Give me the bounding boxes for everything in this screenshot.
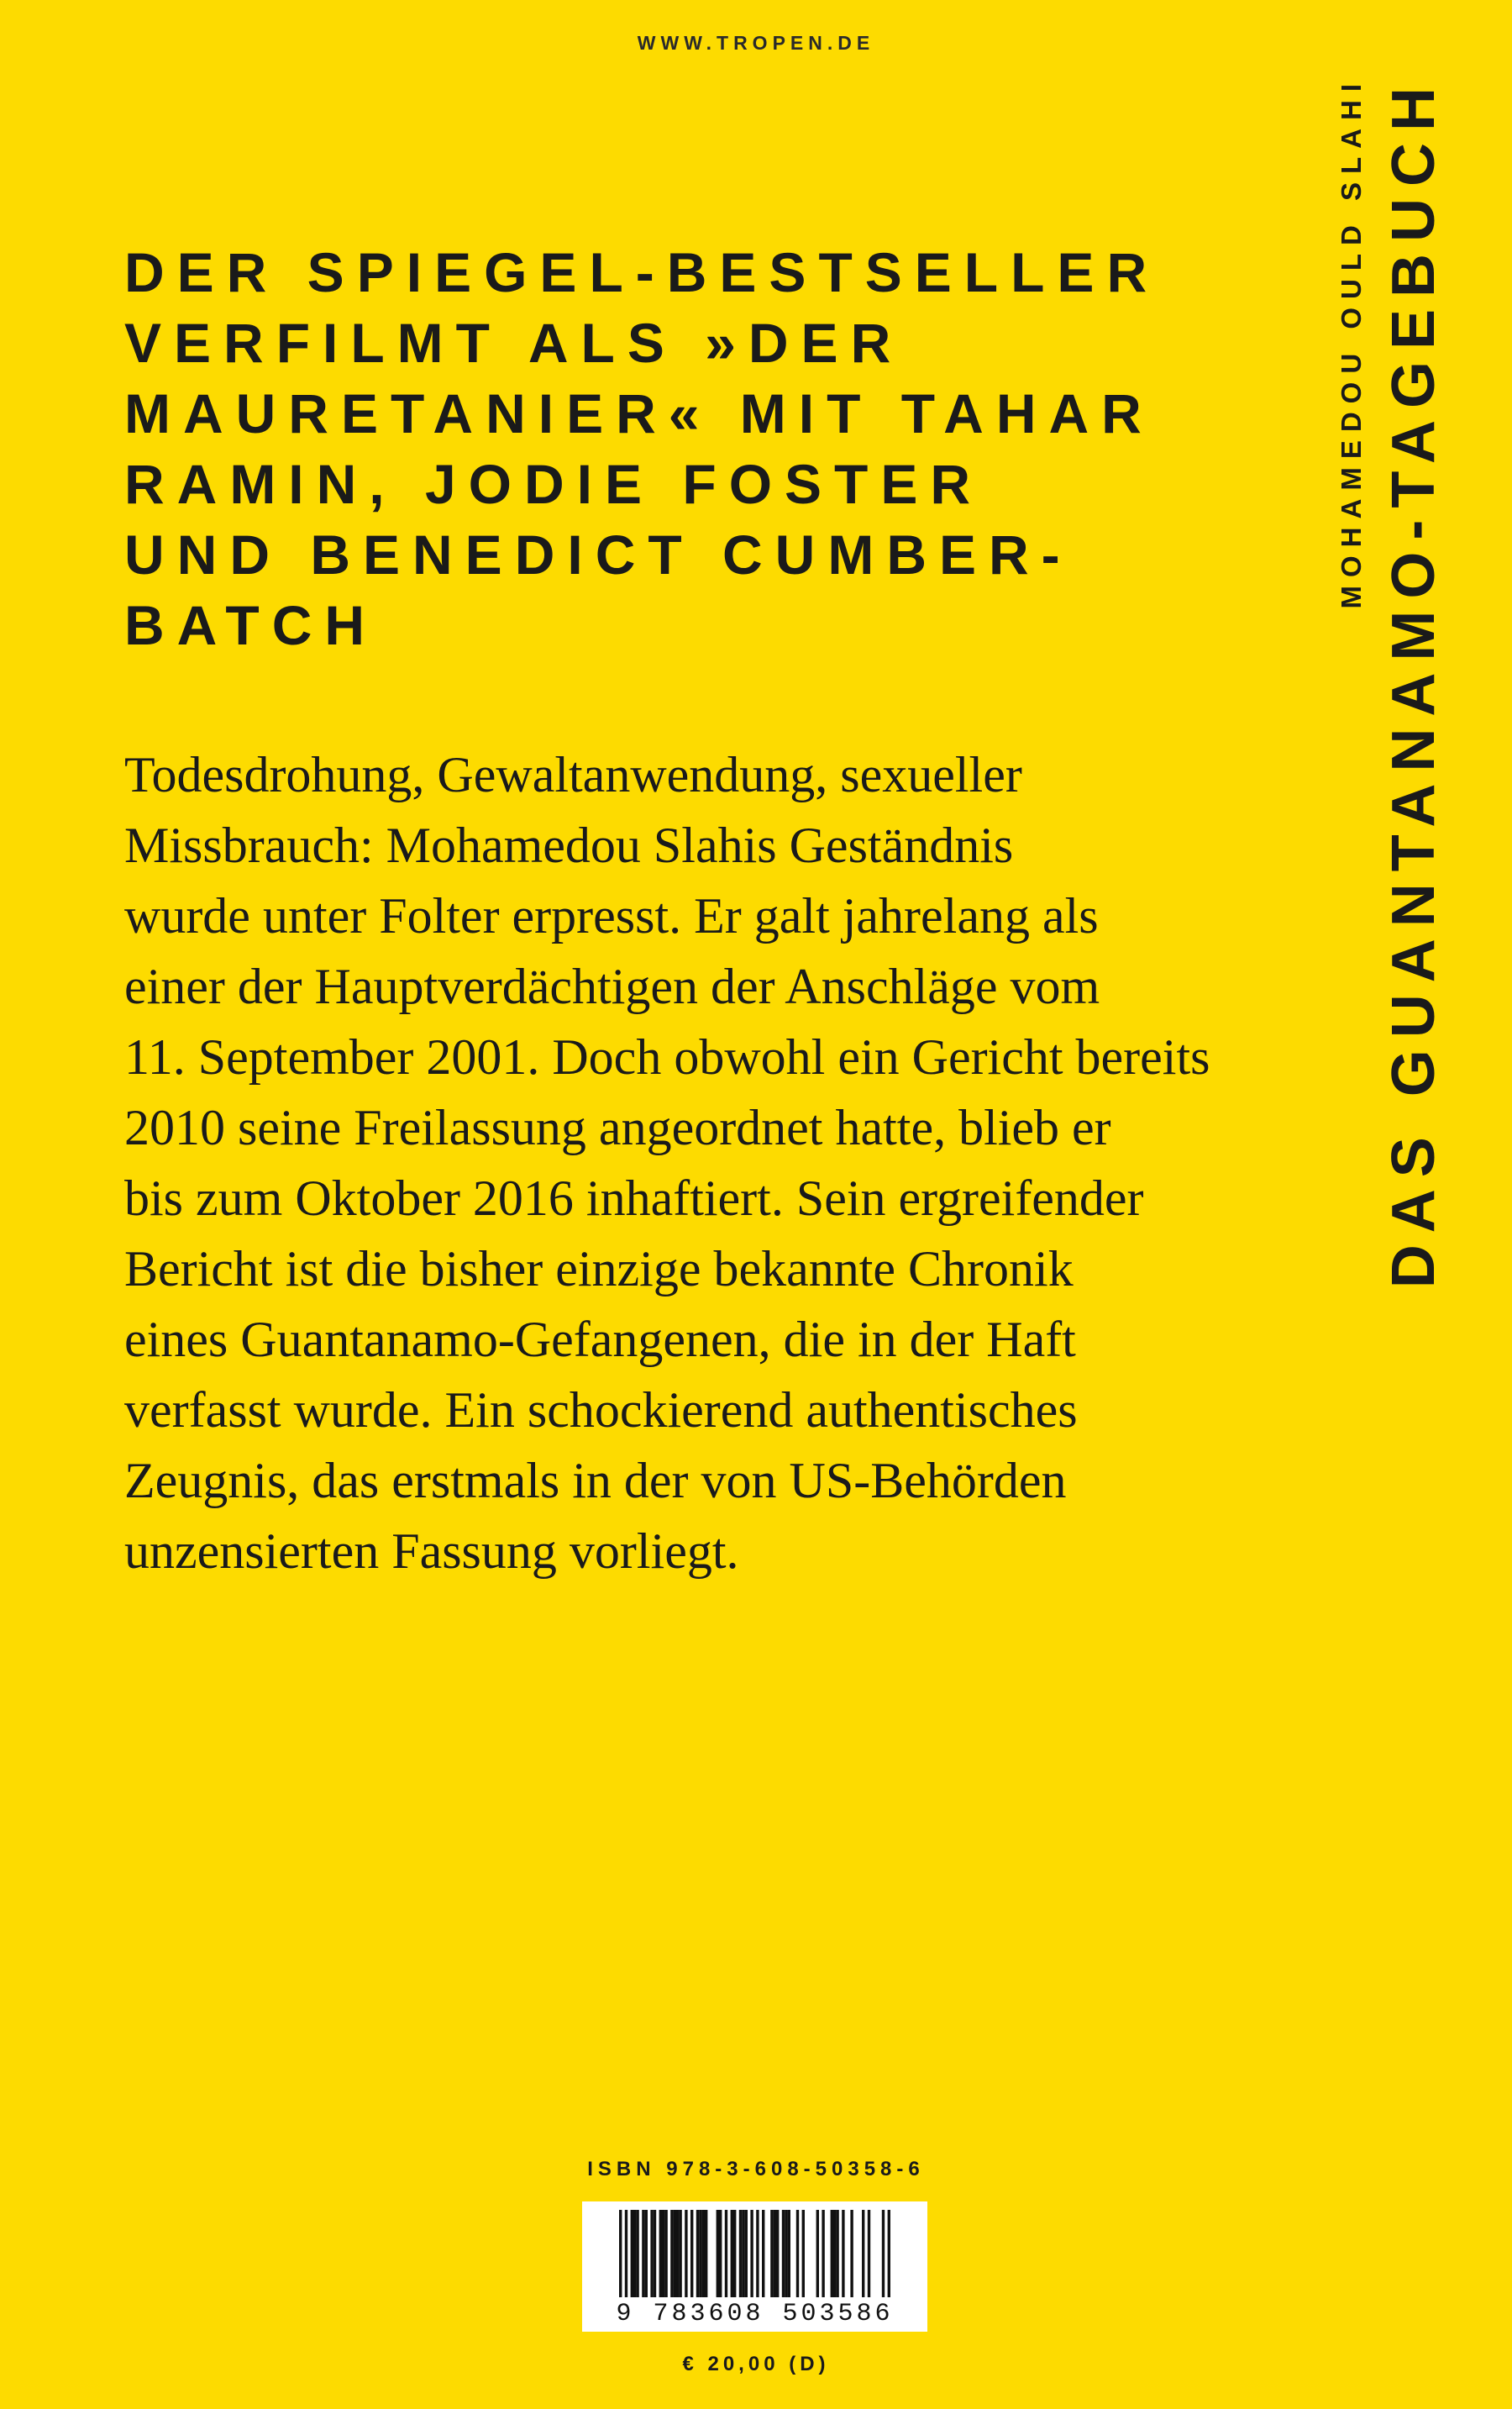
blurb-line: einer der Hauptverdächtigen der Anschläge vom bbox=[124, 959, 1100, 1014]
barcode-bar bbox=[674, 2210, 676, 2297]
barcode-bar bbox=[842, 2210, 844, 2297]
blurb-line: verfasst wurde. Ein schockierend authentisches bbox=[124, 1382, 1078, 1438]
barcode-bar bbox=[739, 2210, 742, 2297]
barcode-bar bbox=[796, 2210, 799, 2297]
headline-line: RAMIN, JODIE FOSTER bbox=[124, 453, 984, 515]
blurb-line: eines Guantanamo-Gefangenen, die in der Haft bbox=[124, 1312, 1076, 1367]
barcode-bar bbox=[776, 2210, 779, 2297]
spine-title: DAS GUANTANAMO-TAGEBUCH bbox=[1380, 76, 1447, 1289]
barcode-bar bbox=[702, 2210, 705, 2297]
price-label: € 20,00 (D) bbox=[682, 2353, 830, 2375]
barcode-bar bbox=[742, 2210, 744, 2297]
barcode-bar bbox=[862, 2210, 864, 2297]
publisher-url: WWW.TROPEN.DE bbox=[637, 32, 875, 54]
blurb-line: unzensierten Fassung vorliegt. bbox=[124, 1523, 739, 1579]
blurb-line: Bericht ist die bisher einzige bekannte Chronik bbox=[124, 1241, 1074, 1297]
barcode-bar bbox=[642, 2210, 644, 2297]
barcode-bar bbox=[631, 2210, 633, 2297]
blurb-line: 11. September 2001. Doch obwohl ein Gericht bereits bbox=[124, 1029, 1210, 1085]
barcode-bar bbox=[770, 2210, 773, 2297]
barcode-bar bbox=[654, 2210, 656, 2297]
barcode-bar bbox=[685, 2210, 687, 2297]
barcode-bar bbox=[696, 2210, 699, 2297]
barcode-bar bbox=[833, 2210, 836, 2297]
blurb-line: Todesdrohung, Gewaltanwendung, sexueller bbox=[124, 747, 1022, 802]
barcode bbox=[582, 2201, 927, 2332]
barcode-bar bbox=[802, 2210, 805, 2297]
barcode-bar bbox=[731, 2210, 733, 2297]
barcode-bar bbox=[745, 2210, 748, 2297]
barcode-bar bbox=[645, 2210, 648, 2297]
barcode-bar bbox=[831, 2210, 833, 2297]
barcode-bar bbox=[690, 2210, 693, 2297]
barcode-bar bbox=[782, 2210, 785, 2297]
barcode-bar bbox=[733, 2210, 736, 2297]
spine-author: MOHAMEDOU OULD SLAHI bbox=[1336, 76, 1367, 609]
blurb-line: bis zum Oktober 2016 inhaftiert. Sein ergreifender bbox=[124, 1170, 1144, 1226]
spine-text bbox=[1336, 76, 1495, 1344]
barcode-bar bbox=[888, 2210, 890, 2297]
barcode-bar bbox=[850, 2210, 853, 2297]
headline-line: VERFILMT ALS »DER bbox=[124, 312, 904, 374]
headline bbox=[124, 237, 1300, 660]
barcode-bar bbox=[788, 2210, 790, 2297]
barcode-bar bbox=[882, 2210, 885, 2297]
barcode-bar bbox=[774, 2210, 776, 2297]
barcode-digits: 9 783608 503586 bbox=[616, 2300, 894, 2328]
barcode-bar bbox=[679, 2210, 681, 2297]
barcode-bar bbox=[699, 2210, 701, 2297]
blurb-line: Missbrauch: Mohamedou Slahis Geständnis bbox=[124, 818, 1014, 873]
barcode-bar bbox=[650, 2210, 653, 2297]
headline-line: DER SPIEGEL-BESTSELLER bbox=[124, 241, 1160, 303]
barcode-bar bbox=[633, 2210, 636, 2297]
barcode-bar bbox=[750, 2210, 753, 2297]
headline-line: BATCH bbox=[124, 594, 378, 656]
barcode-bar bbox=[717, 2210, 719, 2297]
barcode-bar bbox=[756, 2210, 759, 2297]
barcode-bar bbox=[836, 2210, 838, 2297]
blurb-line: wurde unter Folter erpresst. Er galt jahrelang als bbox=[124, 888, 1099, 944]
barcode-bar bbox=[670, 2210, 673, 2297]
barcode-bar bbox=[619, 2210, 622, 2297]
headline-line: UND BENEDICT CUMBER- bbox=[124, 523, 1073, 586]
barcode-bar bbox=[725, 2210, 727, 2297]
isbn-label: ISBN 978-3-608-50358-6 bbox=[587, 2158, 925, 2180]
barcode-bar bbox=[719, 2210, 722, 2297]
barcode-bar bbox=[664, 2210, 667, 2297]
blurb-line: 2010 seine Freilassung angeordnet hatte, blieb er bbox=[124, 1100, 1111, 1155]
barcode-bar bbox=[816, 2210, 819, 2297]
blurb-line: Zeugnis, das erstmals in der von US-Behörden bbox=[124, 1453, 1067, 1508]
barcode-bar bbox=[822, 2210, 824, 2297]
barcode-bar bbox=[705, 2210, 707, 2297]
barcode-bar bbox=[762, 2210, 764, 2297]
barcode-bar bbox=[676, 2210, 679, 2297]
barcode-bar bbox=[662, 2210, 664, 2297]
barcode-bar bbox=[785, 2210, 787, 2297]
barcode-bar bbox=[636, 2210, 638, 2297]
barcode-bar bbox=[659, 2210, 662, 2297]
blurb-text bbox=[124, 739, 1216, 1586]
headline-line: MAURETANIER« MIT TAHAR bbox=[124, 382, 1154, 444]
barcode-bar bbox=[868, 2210, 870, 2297]
barcode-bar bbox=[625, 2210, 627, 2297]
